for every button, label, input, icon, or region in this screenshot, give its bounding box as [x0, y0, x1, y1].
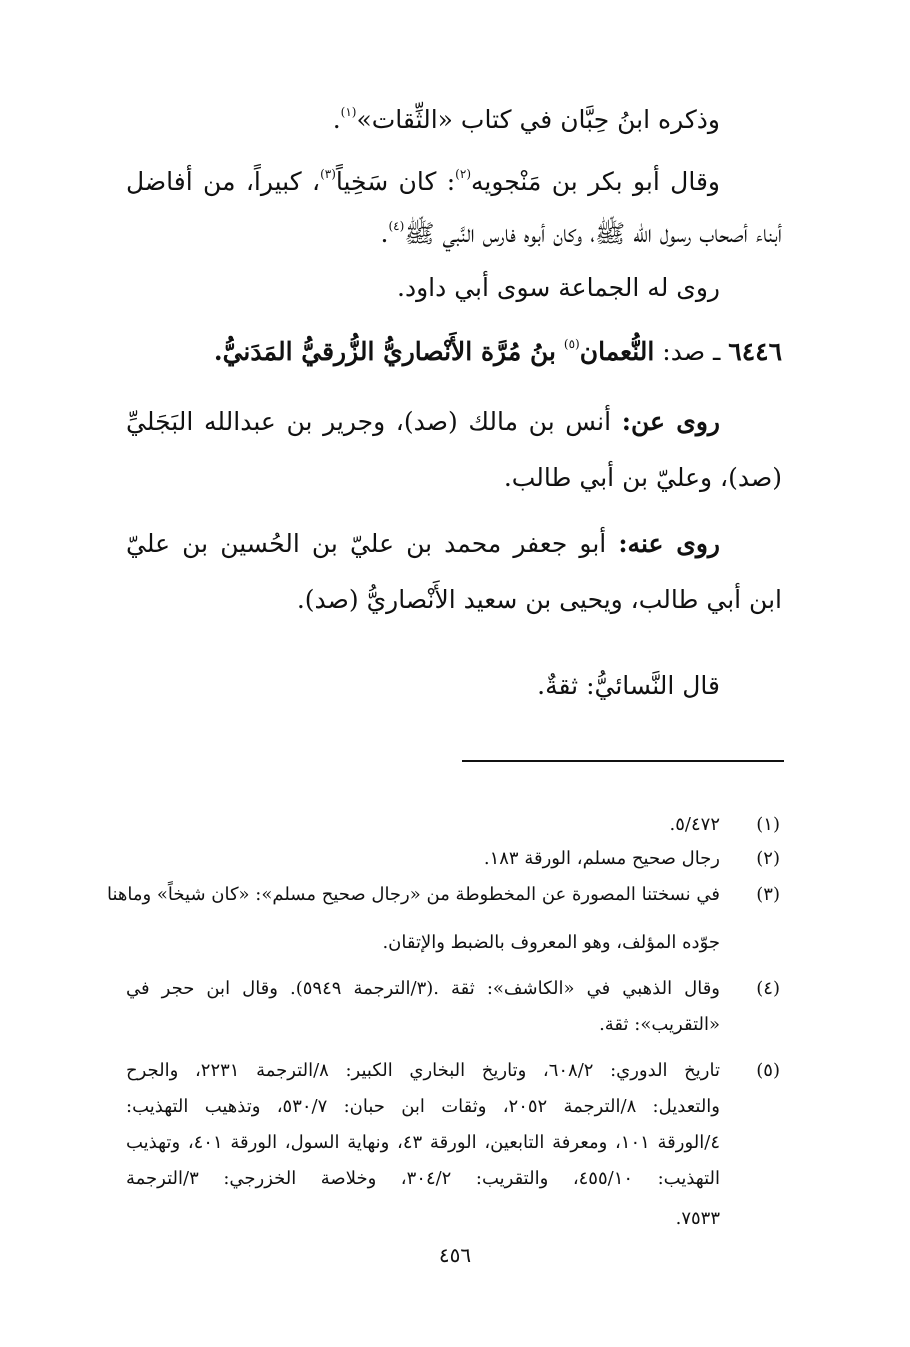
footnote-3-line-2: جوّده المؤلف، وهو المعروف بالضبط والإتقان. [382, 932, 720, 953]
body-line-2 [126, 160, 720, 204]
footnote-ref-4[interactable]: (٤) [388, 219, 405, 233]
body-text: وذكره ابنُ حِبَّان في كتاب «الثِّقات» [356, 105, 720, 134]
footnote-ref-1[interactable]: (١) [340, 105, 357, 119]
page-number: ٤٥٦ [438, 1243, 472, 1267]
entry-number: ٦٤٤٦ [728, 337, 782, 366]
entry-name: النُّعمان [579, 337, 655, 366]
footnote-number-4: (٤) [756, 978, 780, 999]
footnote-separator [462, 760, 784, 762]
narrated-from-text: (صد)، وعليّ بن أبي طالب. [503, 463, 782, 492]
footnote-number-3: (٣) [756, 884, 780, 905]
footnote-4-line-2: «التقريب»: ثقة. [599, 1014, 720, 1035]
narrated-by-label: روى عنه: [618, 529, 720, 558]
footnote-ref-3[interactable]: (٣) [320, 167, 336, 181]
body-text: وقال أبو بكر بن مَنْجويه [471, 167, 720, 196]
footnote-ref-5[interactable]: (٥) [563, 337, 580, 351]
entry-heading [214, 330, 782, 374]
body-text: أبناء أصحاب رسول الله ﷺ، وكان أبوه فارس النَّبي ﷺ [404, 219, 782, 248]
footnote-5-line-5: ٧٥٣٣. [675, 1208, 720, 1229]
footnote-5-line-1: تاريخ الدوري: ٦٠٨/٢، وتاريخ البخاري الكبير: ٨/الترجمة ٢٢٣١، والجرح [126, 1060, 720, 1081]
body-text: . [332, 105, 341, 134]
narrated-from-label: روى عن: [621, 407, 720, 436]
footnote-5-line-3: ٤/الورقة ١٠١، ومعرفة التابعين، الورقة ٤٣، ونهاية السول، الورقة ٤٠١، وتهذيب [126, 1132, 720, 1153]
entry-code: ـ صد: [662, 337, 721, 366]
narrated-from-line-1 [126, 400, 720, 444]
narrated-by-line-2 [297, 578, 782, 622]
body-line-3 [381, 212, 782, 256]
entry-name-rest: بنُ مُرَّة الأَنْصاريُّ الزُّرقيُّ المَدَنيُّ. [213, 337, 556, 366]
footnote-2-line-1: رجال صحيح مسلم، الورقة ١٨٣. [483, 848, 720, 869]
footnote-5-line-4: التهذيب: ٤٥٥/١٠، والتقريب: ٣٠٤/٢، وخلاصة الخزرجي: ٣/الترجمة [126, 1168, 720, 1189]
verdict-text: قال النَّسائيُّ: ثقةٌ. [537, 671, 720, 700]
narrated-by-line-1 [126, 522, 720, 566]
narrated-from-line-2 [504, 456, 782, 500]
footnote-1-line-1: ٥/٤٧٢. [669, 814, 720, 835]
footnote-4-line-1: وقال الذهبي في «الكاشف»: ثقة .(٣/الترجمة ٥٩٤٩). وقال ابن حجر في [126, 978, 720, 999]
body-text: ، كبيراً، من أفاضل [126, 167, 321, 196]
footnote-number-1: (١) [756, 814, 780, 835]
footnote-3-line-1: في نسختنا المصورة عن المخطوطة من «رجال صحيح مسلم»: «كان شيخاً» وماهنا [106, 884, 720, 905]
body-text: روى له الجماعة سوى أبي داود. [397, 273, 720, 302]
footnote-number-2: (٢) [756, 848, 780, 869]
body-text: : كان سَخِياً [335, 167, 456, 196]
narrated-by-text: أبو جعفر محمد بن عليّ بن الحُسين بن عليّ [126, 529, 607, 558]
footnote-5-line-2: والتعديل: ٨/الترجمة ٢٠٥٢، وثقات ابن حبان: ٥٣٠/٧، وتذهيب التهذيب: [126, 1096, 720, 1117]
body-line-4 [397, 266, 720, 310]
narrated-from-text: أنس بن مالك (صد)، وجرير بن عبدالله البَجَليِّ [126, 407, 612, 436]
narrated-by-text: ابن أبي طالب، ويحيى بن سعيد الأَنْصاريُّ (صد). [296, 585, 782, 614]
footnote-ref-2[interactable]: (٢) [455, 167, 471, 181]
footnote-number-5: (٥) [756, 1060, 780, 1081]
verdict-line [537, 664, 720, 708]
body-line-1 [333, 98, 720, 142]
body-text: . [380, 219, 389, 248]
